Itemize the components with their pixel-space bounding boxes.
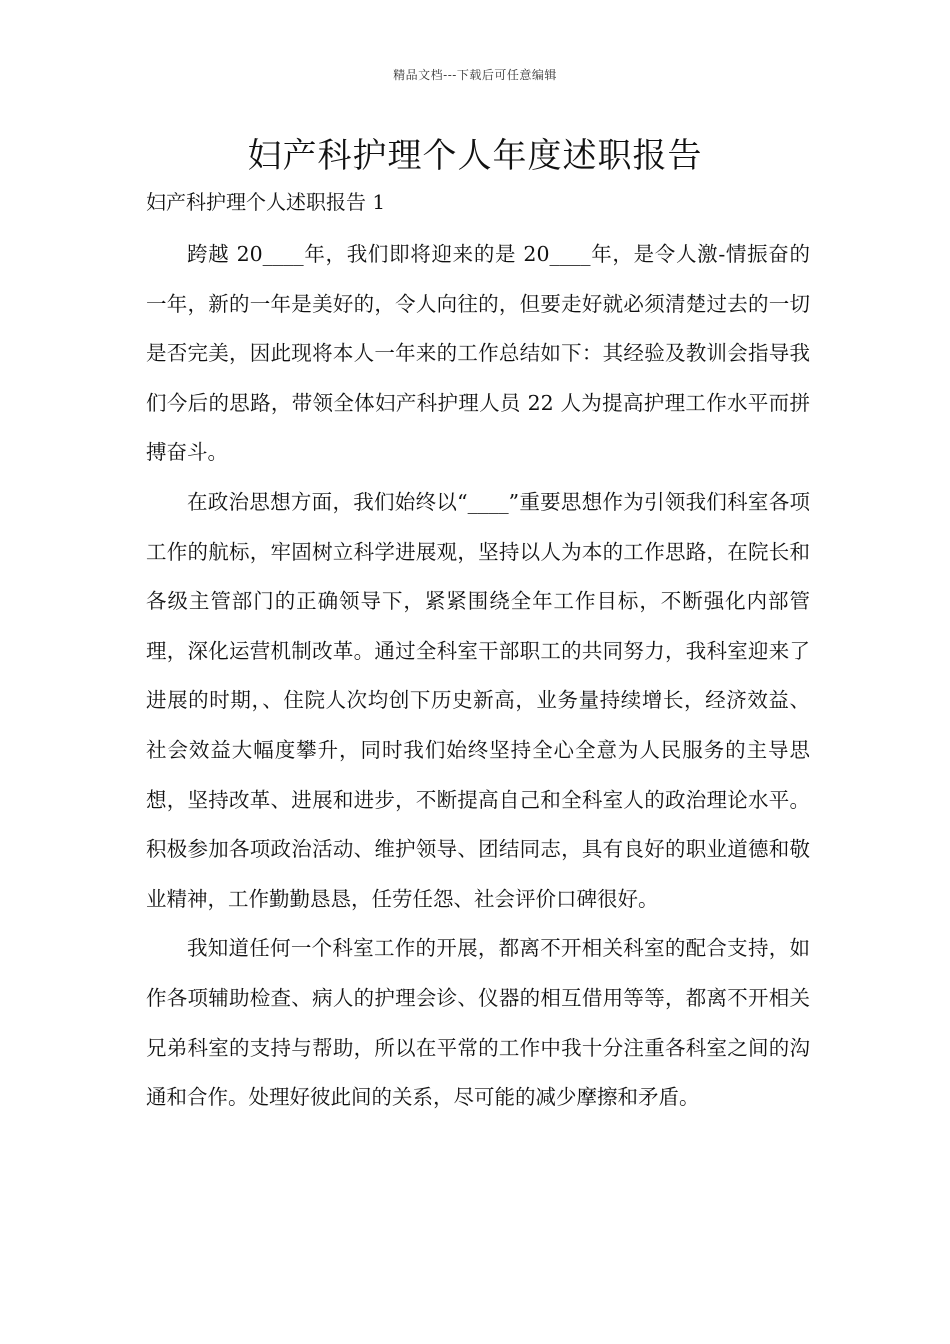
section-subtitle: 妇产科护理个人述职报告 1 xyxy=(146,190,386,214)
paragraph: 我知道任何一个科室工作的开展，都离不开相关科室的配合支持，如作各项辅助检查、病人的护理会诊、仪器的相互借用等等，都离不开相关兄弟科室的支持与帮助，所以在平常的工作中我十分注重各科室之间的沟通和合作。处理好彼此间的关系，尽可能的减少摩擦和矛盾。 xyxy=(146,936,810,1110)
document-body xyxy=(146,230,810,1123)
paragraph: 跨越 20____年，我们即将迎来的是 20____年，是令人激-情振奋的一年，新的一年是美好的，令人向往的，但要走好就必须清楚过去的一切是否完美，因此现将本人一年来的工作总结如下：其经验及教训会指导我们今后的思路，带领全体妇产科护理人员 22 人为提高护理工作水平而拼搏奋斗。 xyxy=(146,242,810,465)
header-note: 精品文档---下载后可任意编辑 xyxy=(393,68,557,82)
paragraph: 在政治思想方面，我们始终以“____”重要思想作为引领我们科室各项工作的航标，牢固树立科学进展观，坚持以人为本的工作思路，在院长和各级主管部门的正确领导下，紧紧围绕全年工作目标，不断强化内部管理，深化运营机制改革。通过全科室干部职工的共同努力，我科室迎来了进展的时期，、住院人次均创下历史新高，业务量持续增长，经济效益、社会效益大幅度攀升，同时我们始终坚持全心全意为人民服务的主导思想，坚持改革、进展和进步，不断提高自己和全科室人的政治理论水平。积极参加各项政治活动、维护领导、团结同志，具有良好的职业道德和敬业精神，工作勤勤恳恳，任劳任怨、社会评价口碑很好。 xyxy=(146,489,810,911)
document-title: 妇产科护理个人年度述职报告 xyxy=(247,136,703,176)
